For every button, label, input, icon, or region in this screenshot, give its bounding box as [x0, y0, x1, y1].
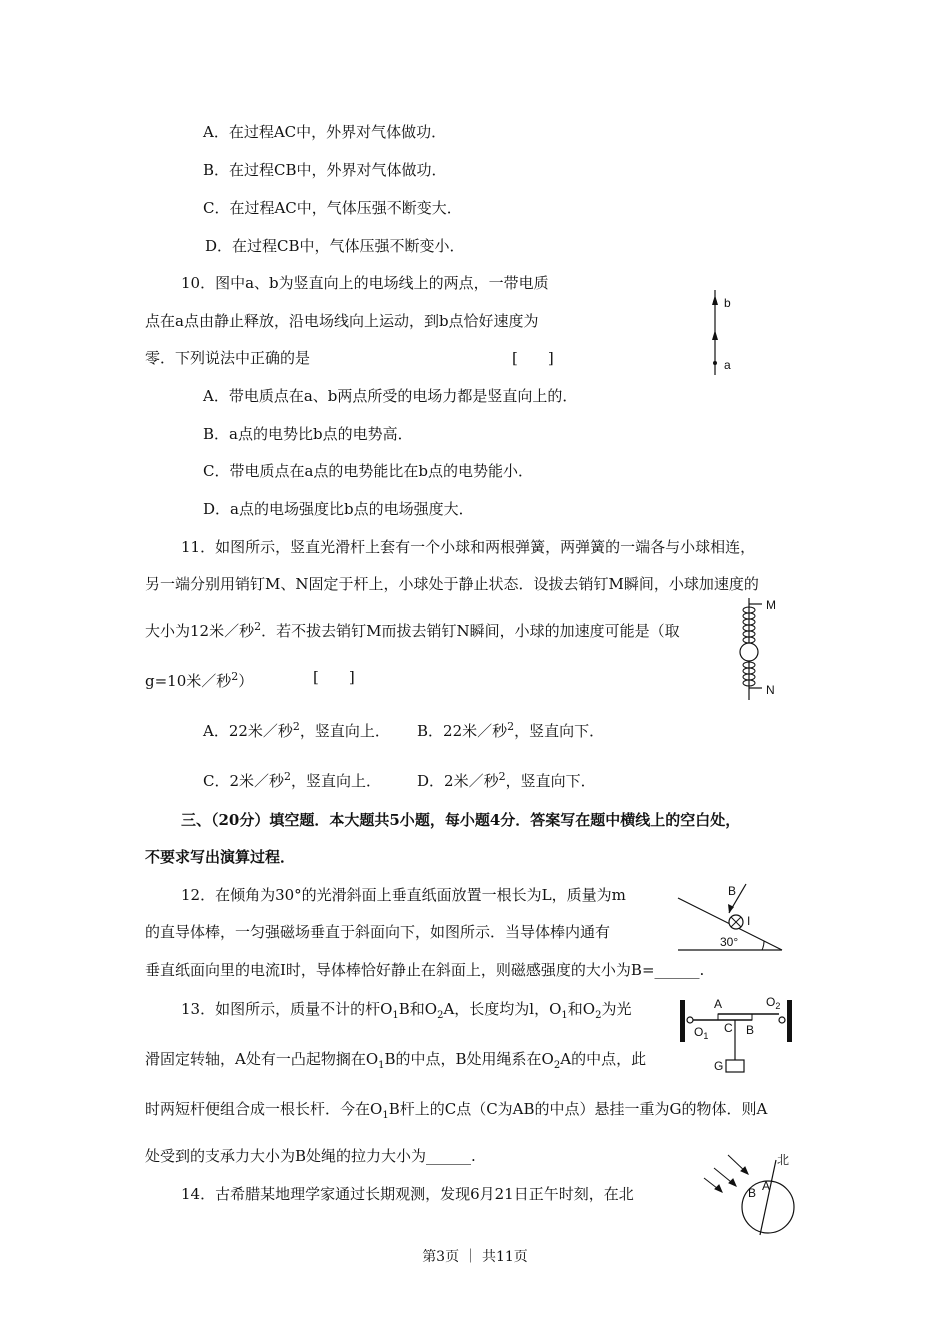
label-angle: 30°	[720, 935, 739, 949]
label-A: A	[714, 997, 723, 1011]
point-a-dot	[713, 361, 717, 365]
label-B: B	[748, 1186, 757, 1200]
right-wall	[787, 1000, 792, 1042]
q12-incline-figure	[678, 880, 788, 955]
q13-stem-line4: 处受到的支承力大小为B处绳的拉力大小为______.	[145, 1147, 476, 1165]
label-B: B	[746, 1023, 755, 1037]
point-b-dot	[713, 300, 717, 304]
label-north: 北	[777, 1153, 790, 1167]
q10-answer-bracket: [ ]	[512, 349, 554, 367]
q10-stem-line3: 零．下列说法中正确的是	[145, 349, 311, 367]
q14-earth-figure	[700, 1150, 800, 1240]
q14-stem-line1: 14．古希腊某地理学家通过长期观测，发现6月21日正午时刻，在北	[181, 1185, 634, 1203]
q11-option-b: B．22米／秒$^2$，竖直向下．	[417, 720, 605, 740]
q13-lever-figure	[680, 990, 800, 1080]
q10-stem-line1: 10．图中a、b为竖直向上的电场线上的两点，一带电质	[181, 274, 549, 292]
q12-stem-line3: 垂直纸面向里的电流I时，导体棒恰好静止在斜面上，则磁感强度的大小为B=______.	[145, 961, 705, 979]
label-a: a	[724, 358, 731, 372]
q12-stem-line2: 的直导体棒，一匀强磁场垂直于斜面向下，如图所示．当导体棒内通有	[145, 923, 611, 941]
q10-option-a: A．带电质点在a、b两点所受的电场力都是竖直向上的．	[203, 387, 578, 405]
q11-option-d: D．2米／秒$^2$，竖直向下．	[417, 770, 596, 790]
q11-option-a: A．22米／秒$^2$，竖直向上．	[203, 720, 390, 740]
label-G: G	[714, 1059, 724, 1073]
q10-option-b: B．a点的电势比b点的电势高．	[203, 425, 413, 443]
earth-axis	[760, 1160, 776, 1235]
page-footer: 第3页 ｜ 共11页	[422, 1249, 528, 1265]
q11-stem-line1: 11．如图所示，竖直光滑杆上套有一个小球和两根弹簧，两弹簧的一端各与小球相连，	[181, 538, 756, 556]
pivot-o1	[687, 1017, 693, 1023]
q13-stem-line2: 滑固定转轴，A处有一凸起物搁在$O_1B$的中点，B处用绳系在$O_2A$的中点，此	[145, 1050, 647, 1071]
q12-stem-line1: 12．在倾角为30°的光滑斜面上垂直纸面放置一根长为L，质量为m	[181, 886, 626, 904]
q10-option-d: D．a点的电场强度比b点的电场强度大．	[203, 500, 474, 518]
label-C: C	[724, 1021, 733, 1035]
q10-field-line-figure	[700, 285, 760, 380]
label-O2: $O_2$	[766, 995, 781, 1011]
q9-option-b: B．在过程CB中，外界对气体做功．	[203, 161, 447, 179]
label-I: I	[747, 914, 751, 928]
q11-spring-figure	[728, 596, 788, 706]
label-A: A	[762, 1179, 771, 1193]
q13-stem-line3: 时两短杆便组合成一根长杆．今在$O_1B$杆上的C点（C为AB的中点）悬挂一重为G的物体．则A	[145, 1100, 768, 1121]
q9-option-a: A．在过程AC中，外界对气体做功．	[203, 123, 447, 141]
label-b: b	[724, 296, 731, 310]
sun-rays	[704, 1155, 748, 1192]
label-O1: $O_1$	[694, 1025, 709, 1041]
q10-option-c: C．带电质点在a点的电势能比在b点的电势能小．	[203, 462, 534, 480]
section3-heading-line1: 三、（20分）填空题．本大题共5小题，每小题4分．答案写在题中横线上的空白处，	[181, 811, 741, 829]
q10-stem-line2: 点在a点由静止释放，沿电场线向上运动，到b点恰好速度为	[145, 312, 539, 330]
q11-stem-line2: 另一端分别用销钉M、N固定于杆上，小球处于静止状态．设拔去销钉M瞬间，小球加速度的	[145, 575, 759, 593]
pivot-o2	[779, 1017, 785, 1023]
label-m: M	[766, 598, 776, 612]
label-n: N	[766, 683, 775, 697]
q11-stem-line4: g=10米／秒$^2$）	[145, 670, 254, 690]
q9-option-c: C．在过程AC中，气体压强不断变大．	[203, 199, 462, 217]
weight-g	[726, 1060, 744, 1072]
section3-heading-line2: 不要求写出演算过程．	[145, 848, 296, 866]
q11-answer-bracket: [ ]	[313, 668, 355, 686]
ball	[740, 643, 758, 661]
label-B: B	[728, 884, 737, 898]
q11-stem-line3: 大小为12米／秒$^2$．若不拔去销钉M而拔去销钉N瞬间，小球的加速度可能是（取	[145, 620, 680, 640]
left-wall	[680, 1000, 685, 1042]
q9-option-d: D．在过程CB中，气体压强不断变小．	[205, 237, 465, 255]
q13-stem-line1: 13．如图所示，质量不计的杆$O_1B$和$O_2A$，长度均为l，$O_1$和$O_2$为光	[181, 1000, 632, 1021]
q11-option-c: C．2米／秒$^2$，竖直向上．	[203, 770, 382, 790]
